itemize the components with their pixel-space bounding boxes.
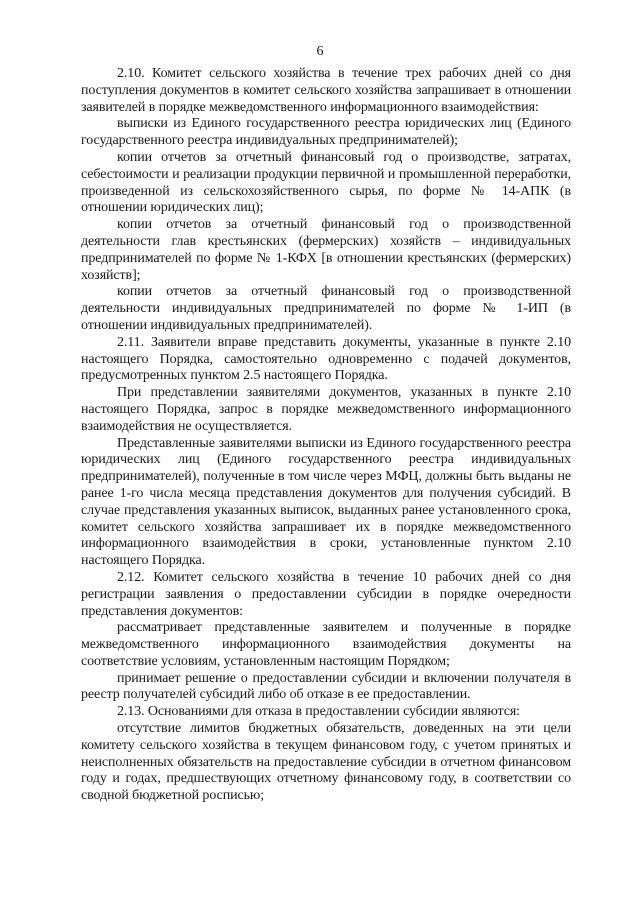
paragraph-2-13: 2.13. Основаниями для отказа в предоставлении субсидии являются:	[117, 704, 520, 720]
paragraph-no-limits: отсутствие лимитов бюджетных обязательств, доведенных на эти цели комитету сельского хозяйства в текущем финансовом году, с учетом принятых и неисполненных обязательств на предоставление субсидии в отчетном финансовом году и годах, предшествующих отчетному финансовому году, в соответствии со сводной бюджетной росписью;	[81, 721, 571, 804]
paragraph-no-request: При представлении заявителями документов, указанных в пункте 2.10 настоящего Порядка, запрос в порядке межведомственного информационного взаимодействия не осуществляется.	[81, 385, 571, 434]
document-body	[81, 66, 571, 805]
paragraph-2-10: 2.10. Комитет сельского хозяйства в течение трех рабочих дней со дня поступления документов в комитет сельского хозяйства запрашивает в отношении заявителей в порядке межведомственного информационного взаимодействия:	[81, 66, 571, 115]
paragraph-reviews-documents: рассматривает представленные заявителем и полученные в порядке межведомственного информационного взаимодействия документы на соответствие условиям, установленным настоящим Порядком;	[81, 620, 571, 669]
paragraph-1-kfh: копии отчетов за отчетный финансовый год о производственной деятельности глав крестьянских (фермерских) хозяйств – индивидуальных предпринимателей по форме № 1-КФХ [в отношении крестьянских (фермерских) хозяйств];	[81, 217, 571, 283]
paragraph-makes-decision: принимает решение о предоставлении субсидии и включении получателя в реестр получателей субсидий либо об отказе в ее предоставлении.	[81, 670, 571, 703]
paragraph-14-apk: копии отчетов за отчетный финансовый год о производстве, затратах, себестоимости и реализации продукции первичной и промышленной переработки, произведенной из сельскохозяйственного сырья, по форме № 14-АПК (в отношении юридических лиц);	[81, 149, 571, 216]
paragraph-2-12: 2.12. Комитет сельского хозяйства в течение 10 рабочих дней со дня регистрации заявления о предоставлении субсидии в порядке очередности представления документов:	[81, 569, 571, 619]
paragraph-egrul-extracts: выписки из Единого государственного реестра юридических лиц (Единого государственного реестра индивидуальных предпринимателей);	[81, 116, 571, 149]
paragraph-extracts-validity: Представленные заявителями выписки из Единого государственного реестра юридических лиц (Единого государственного реестра индивидуальных предпринимателей), полученные в том числе через МФЦ, должны быть выданы не ранее 1-го числа месяца представления документов для получения субсидий. В случае представления указанных выписок, выданных ранее установленного срока, комитет сельского хозяйства запрашивает их в порядке межведомственного информационного взаимодействия в сроки, установленные пунктом 2.10 настоящего Порядка.	[81, 435, 571, 569]
page-number: 6	[316, 44, 324, 59]
paragraph-1-ip: копии отчетов за отчетный финансовый год о производственной деятельности индивидуальных предпринимателей по форме № 1-ИП (в отношении индивидуальных предпринимателей).	[81, 284, 571, 333]
paragraph-2-11: 2.11. Заявители вправе представить документы, указанные в пункте 2.10 настоящего Порядка, самостоятельно одновременно с подачей документов, предусмотренных пунктом 2.5 настоящего Порядка.	[81, 334, 571, 384]
